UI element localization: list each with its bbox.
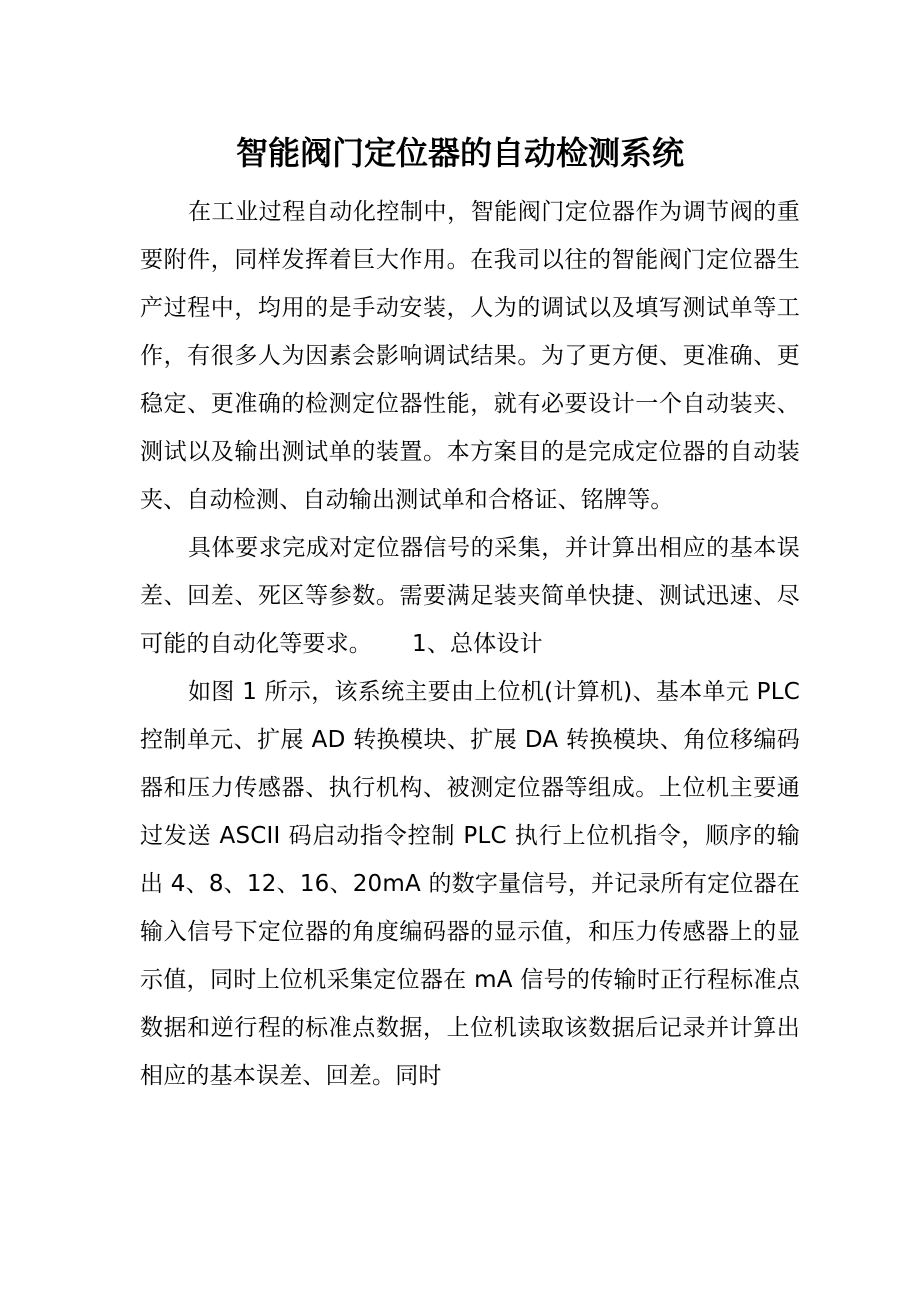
paragraph-intro: 在工业过程自动化控制中，智能阀门定位器作为调节阀的重要附件，同样发挥着巨大作用。在我司以往的智能阀门定位器生产过程中，均用的是手动安装，人为的调试以及填写测试单等工作，有很多人为因素会影响调试结果。为了更方便、更准确、更稳定、更准确的检测定位器性能，就有必要设计一个自动装夹、测试以及输出测试单的装置。本方案目的是完成定位器的自动装夹、自动检测、自动输出测试单和合格证、铭牌等。: [140, 199, 800, 513]
requirements-text: 具体要求完成对定位器信号的采集，并计算出相应的基本误差、回差、死区等参数。需要满足装夹简单快捷、测试迅速、尽可能的自动化等要求。: [140, 535, 800, 657]
paragraph-system-overview: 如图 1 所示，该系统主要由上位机(计算机)、基本单元 PLC 控制单元、扩展 AD 转换模块、扩展 DA 转换模块、角位移编码器和压力传感器、执行机构、被测定位器等组成。上位机主要通过发送 ASCII 码启动指令控制 PLC 执行上位机指令，顺序的输出 4、8、12、16、20mA 的数字量信号，并记录所有定位器在输入信号下定位器的角度编码器的显示值，和压力传感器上的显示值，同时上位机采集定位器在 mA 信号的传输时正行程标准点数据和逆行程的标准点数据，上位机读取该数据后记录并计算出相应的基本误差、回差。同时: [140, 679, 800, 1089]
document-title: 智能阀门定位器的自动检测系统: [235, 134, 684, 172]
section-heading-overall-design: 1、总体设计: [412, 631, 543, 657]
document-body: [140, 188, 800, 1100]
paragraph-requirements: [140, 524, 800, 668]
